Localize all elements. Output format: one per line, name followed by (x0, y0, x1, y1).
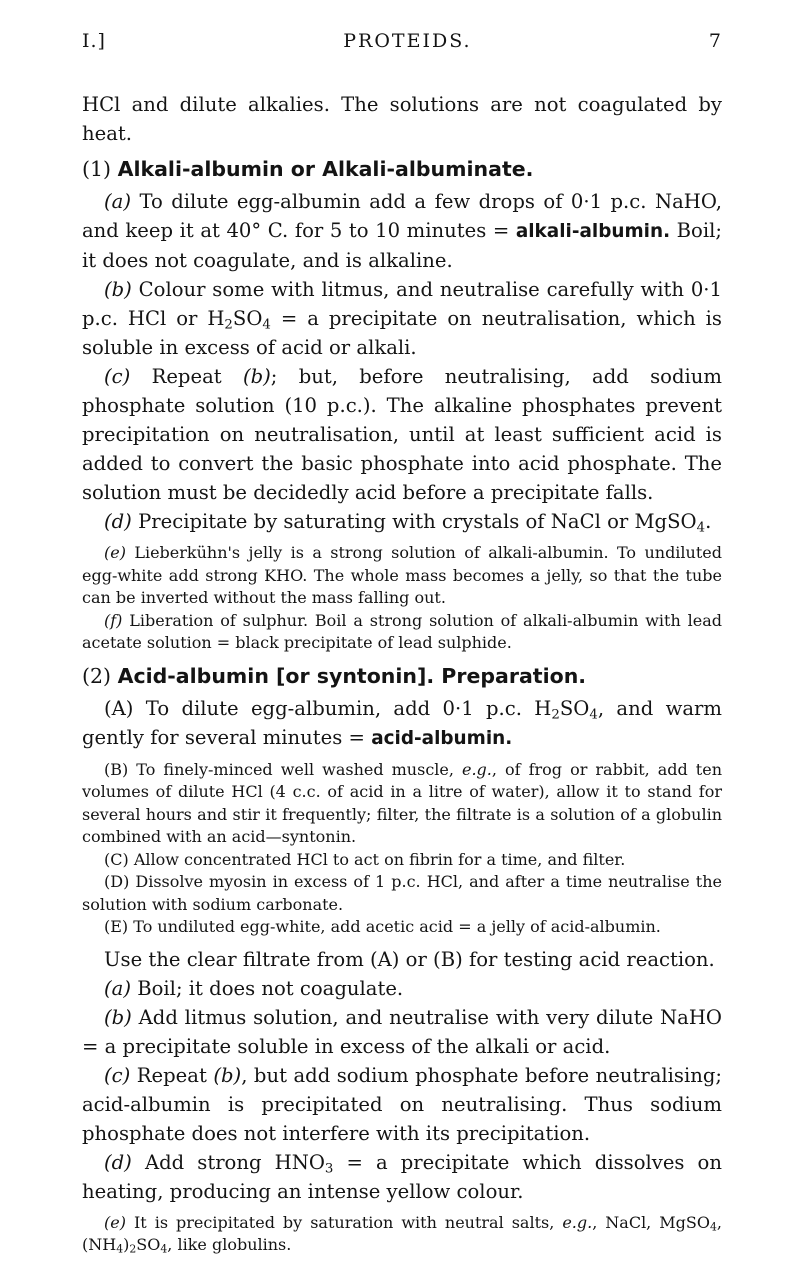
s2-small-note (82, 1212, 722, 1257)
page-number: 7 (708, 30, 722, 52)
s2-item-E: (E) To undiluted egg-white, add acetic acid = a jelly of acid-albumin. (104, 917, 661, 936)
s1-item-a: (a) To dilute egg-albumin add a few drops of 0·1 p.c. NaHO, and keep it at 40° C. for 5 to 10 minutes = alkali-albumin. Boil; it does not coagulate, and is alkaline. (82, 190, 723, 272)
term-alkali-albumin: alkali-albumin. (515, 221, 671, 242)
s1-item-b: (b) Colour some with litmus, and neutralise carefully with 0·1 p.c. HCl or $H_2SO_4 = a$ precipitate on neutralisation, which is soluble in excess of acid or alkali. (82, 278, 722, 359)
s2-item-c: (c) Repeat (b), but add sodium phosphate before neutralising; acid-albumin is precipitated on neutralising. Thus sodium phosphate does not interfere with its precipitation. (82, 1063, 722, 1145)
s1-item-c: (c) Repeat (b); but, before neutralising, add sodium phosphate solution (10 p.c.). The alkaline phosphates prevent precipitation on neutralisation, until at least sufficient acid is added to convert the basic phosphate into acid phosphate. The solution must be decidedly acid before a precipitate falls. (82, 365, 722, 504)
s1-item-d: (d) Precipitate by saturating with crystals of NaCl or MgSO$_4$. (104, 510, 712, 536)
s2-item-C: (C) Allow concentrated HCl to act on fibrin for a time, and filter. (104, 849, 626, 869)
s1-item-e: (e) Lieberkühn's jelly is a strong solution of alkali-albumin. To undiluted egg-white add strong KHO. The whole mass becomes a jelly, so that the tube can be inverted without the mass falling out. (82, 543, 722, 607)
s2-item-D: (D) Dissolve myosin in excess of 1 p.c. HCl, and after a time neutralise the solution with sodium carbonate. (82, 872, 723, 914)
s2-small-methods (82, 759, 722, 939)
section-2-heading: (2) Acid-albumin [or syntonin]. Preparation. (82, 663, 587, 688)
term-acid-albumin: acid-albumin. (371, 727, 513, 749)
s2-item-e: (e) It is precipitated by saturation with neutral salts, e.g., NaCl, MgSO$_4$, $(NH_4)_2SO_4$, like globulins. (82, 1212, 722, 1256)
page-title: PROTEIDS. (343, 30, 472, 52)
book-page (82, 30, 722, 1263)
s2-item-b: (b) Add litmus solution, and neutralise with very dilute NaHO = a precipitate soluble in excess of the alkali or acid. (82, 1005, 722, 1058)
s2-use-paragraph: Use the clear filtrate from (A) or (B) for testing acid reaction. (104, 947, 715, 971)
intro-paragraph: HCl and dilute alkalies. The solutions are not coagulated by heat. (82, 93, 722, 145)
s1-item-f: (f) Liberation of sulphur. Boil a strong solution of alkali-albumin with lead acetate solution = black precipitate of lead sulphide. (82, 610, 722, 652)
s1-small-notes (82, 542, 722, 655)
s2-item-a: (a) Boil; it does not coagulate. (104, 976, 404, 1000)
running-header (82, 30, 722, 52)
section-1-heading: (1) Alkali-albumin or Alkali-albuminate. (82, 157, 534, 181)
s2-item-d: (d) Add strong $HNO_3 = a$ precipitate which dissolves on heating, producing an intense yellow colour. (82, 1150, 722, 1203)
s2-item-B: (B) To finely-minced well washed muscle, e.g., of frog or rabbit, add ten volumes of dilute HCl (4 c.c. of acid in a litre of water), allow it to stand for several hours and stir it frequently; filter, the filtrate is a solution of a globulin combined with an acid—syntonin. (82, 759, 722, 846)
s2-item-A: (A) To dilute egg-albumin, add 0·1 p.c. $H_2SO_4$, and warm gently for several minutes = acid-albumin. (82, 696, 722, 749)
chapter-marker: I.] (82, 30, 106, 52)
